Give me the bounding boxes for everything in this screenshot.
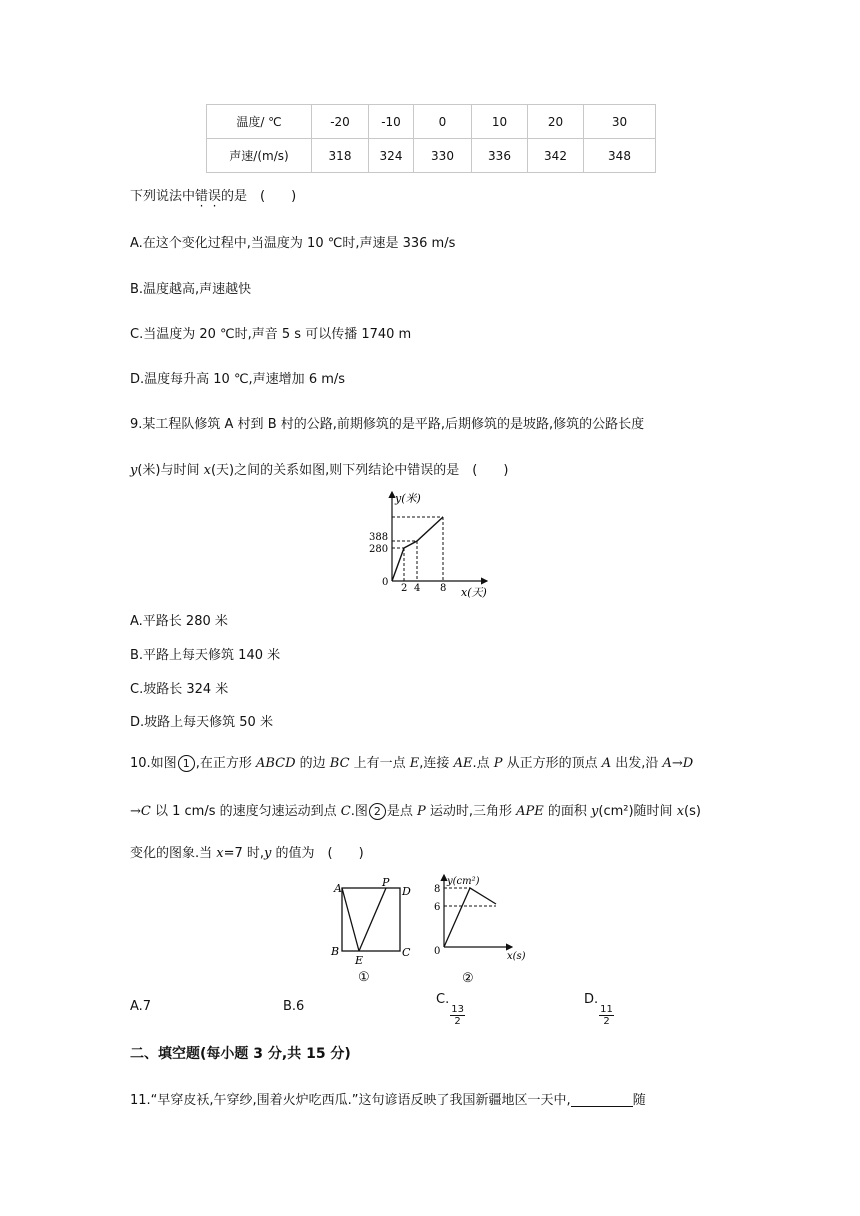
q10-text: 的值为 ( )	[271, 846, 364, 861]
q9-option-b: B.平路上每天修筑 140 米	[130, 648, 281, 663]
q9-text: (天)之间的关系如图,则下列结论中错误的是 ( )	[210, 463, 509, 478]
math-var: E	[409, 756, 420, 771]
q10-option-c	[436, 992, 465, 1027]
q9-option-d: D.坡路上每天修筑 50 米	[130, 715, 273, 730]
q10-text: =7 时,	[223, 846, 265, 861]
temperature-sound-table	[206, 104, 656, 173]
segment-ae	[342, 888, 359, 951]
q10-text: (s)	[684, 804, 701, 819]
q10-text: .点	[472, 756, 494, 771]
table-cell: 318	[312, 139, 369, 173]
y-axis-label: y(米)	[395, 492, 421, 505]
q10-option-b: B.6	[283, 999, 305, 1014]
numerator: 11	[600, 1004, 613, 1015]
q8-stem-text: 下列说法中	[130, 189, 196, 204]
emphasis-char: 误	[208, 189, 222, 204]
q10-text: ,连接	[419, 756, 454, 771]
q10-text: .图	[350, 804, 368, 819]
x-tick-label: 4	[414, 583, 421, 594]
table-cell: -20	[312, 105, 369, 139]
math-var: BC	[329, 756, 350, 771]
q9-option-a: A.平路长 280 米	[130, 614, 228, 629]
q10-text: 10.如图	[130, 756, 177, 771]
y-axis-label: y(cm²)	[447, 876, 480, 887]
math-var: P	[493, 756, 503, 771]
x-tick-label: 2	[401, 583, 408, 594]
math-var: →C	[130, 804, 151, 819]
section-heading: 二、填空题(每小题 3 分,共 15 分)	[130, 1046, 351, 1062]
q8-stem	[130, 185, 296, 204]
table-cell: 10	[472, 105, 528, 139]
table-cell: 324	[369, 139, 414, 173]
point-d-label: D	[402, 885, 411, 898]
q9-stem-line1: 9.某工程队修筑 A 村到 B 村的公路,前期修筑的是平路,后期修筑的是坡路,修筑的公路长度	[130, 417, 645, 432]
math-var: y	[591, 804, 599, 819]
q10-text: (cm²)随时间	[598, 804, 677, 819]
x-axis-label: x(天)	[461, 586, 487, 599]
q11-text: 11.“早穿皮袄,午穿纱,围着火炉吃西瓜.”这句谚语反映了我国新疆地区一天中,	[130, 1093, 571, 1108]
q10-figure-square	[326, 878, 414, 988]
option-letter: C.	[436, 992, 450, 1007]
table-cell: 348	[584, 139, 656, 173]
table-cell: -10	[369, 105, 414, 139]
numerator: 13	[451, 1004, 464, 1015]
q9-option-c: C.坡路长 324 米	[130, 682, 229, 697]
y-tick-label: 388	[369, 532, 389, 543]
segment-pe	[359, 888, 386, 951]
math-var: A→D	[662, 756, 694, 771]
q8-option-c: C.当温度为 20 ℃时,声音 5 s 可以传播 1740 m	[130, 327, 412, 342]
denominator: 2	[454, 1016, 461, 1027]
q9-stem-line2	[130, 459, 508, 478]
math-var: APE	[516, 804, 544, 819]
table-row	[207, 105, 656, 139]
circled-number: 1	[178, 755, 195, 772]
q9-graph	[355, 488, 495, 600]
answer-blank[interactable]	[571, 1092, 633, 1107]
q10-text: ,在正方形	[195, 756, 256, 771]
math-var: P	[416, 804, 426, 819]
q10-text: 的边	[295, 756, 330, 771]
table-cell: 342	[528, 139, 584, 173]
q8-option-a: A.在这个变化过程中,当温度为 10 ℃时,声速是 336 m/s	[130, 236, 456, 251]
x-tick-label: 8	[440, 583, 447, 594]
var-y: y	[130, 463, 138, 478]
point-b-label: B	[331, 945, 340, 958]
table-cell: 336	[472, 139, 528, 173]
y-tick-label: 280	[369, 544, 389, 555]
q11-stem	[130, 1089, 646, 1108]
table-cell: 330	[414, 139, 472, 173]
math-var: x	[216, 846, 224, 861]
point-c-label: C	[402, 946, 411, 959]
math-var: ABCD	[255, 756, 296, 771]
q10-text: 以 1 cm/s 的速度匀速运动到点	[150, 804, 341, 819]
q9-text: (米)与时间	[137, 463, 204, 478]
q8-option-d: D.温度每升高 10 ℃,声速增加 6 m/s	[130, 372, 346, 387]
area-curve	[444, 888, 496, 947]
math-var: C	[340, 804, 351, 819]
point-p-label: P	[382, 878, 390, 889]
fraction	[450, 1004, 465, 1027]
y-tick-label: 6	[434, 902, 441, 913]
x-axis-label: x(s)	[507, 951, 526, 962]
q11-text: 随	[632, 1093, 646, 1108]
math-var: AE	[453, 756, 473, 771]
q10-text: 变化的图象.当	[130, 846, 217, 861]
q10-text: 从正方形的顶点	[502, 756, 602, 771]
option-letter: D.	[584, 992, 599, 1007]
q10-text: 上有一点	[349, 756, 410, 771]
q10-option-a: A.7	[130, 999, 152, 1014]
q10-text: 出发,沿	[611, 756, 663, 771]
point-a-label: A	[334, 882, 342, 895]
q10-option-d	[584, 992, 614, 1027]
math-var: x	[676, 804, 685, 819]
q10-figure-area-graph	[428, 872, 534, 988]
figure-caption: ①	[358, 970, 370, 985]
math-var: y	[264, 846, 272, 861]
var-x: x	[203, 463, 211, 478]
math-var: A	[601, 756, 612, 771]
q8-option-b: B.温度越高,声速越快	[130, 282, 252, 297]
q10-stem-line3	[130, 842, 364, 861]
point-e-label: E	[355, 954, 364, 967]
q10-text: 运动时,三角形	[425, 804, 517, 819]
row-label-temperature: 温度/ ℃	[207, 105, 312, 139]
q10-stem-line1	[130, 752, 693, 772]
table-cell: 0	[414, 105, 472, 139]
circled-number: 2	[369, 803, 386, 820]
denominator: 2	[603, 1016, 610, 1027]
q10-text: 是点	[386, 804, 417, 819]
emphasis-char: 错	[195, 189, 209, 204]
origin-label: 0	[382, 577, 389, 588]
y-tick-label: 8	[434, 884, 441, 895]
fraction	[599, 1004, 614, 1027]
figure-caption: ②	[462, 971, 474, 986]
table-cell: 30	[584, 105, 656, 139]
row-label-sound-speed: 声速/(m/s)	[207, 139, 312, 173]
origin-label: 0	[434, 946, 441, 957]
table-cell: 20	[528, 105, 584, 139]
table-row	[207, 139, 656, 173]
q10-stem-line2	[130, 800, 701, 820]
q10-text: 的面积	[543, 804, 592, 819]
q8-stem-tail: 的是 ( )	[221, 189, 297, 204]
